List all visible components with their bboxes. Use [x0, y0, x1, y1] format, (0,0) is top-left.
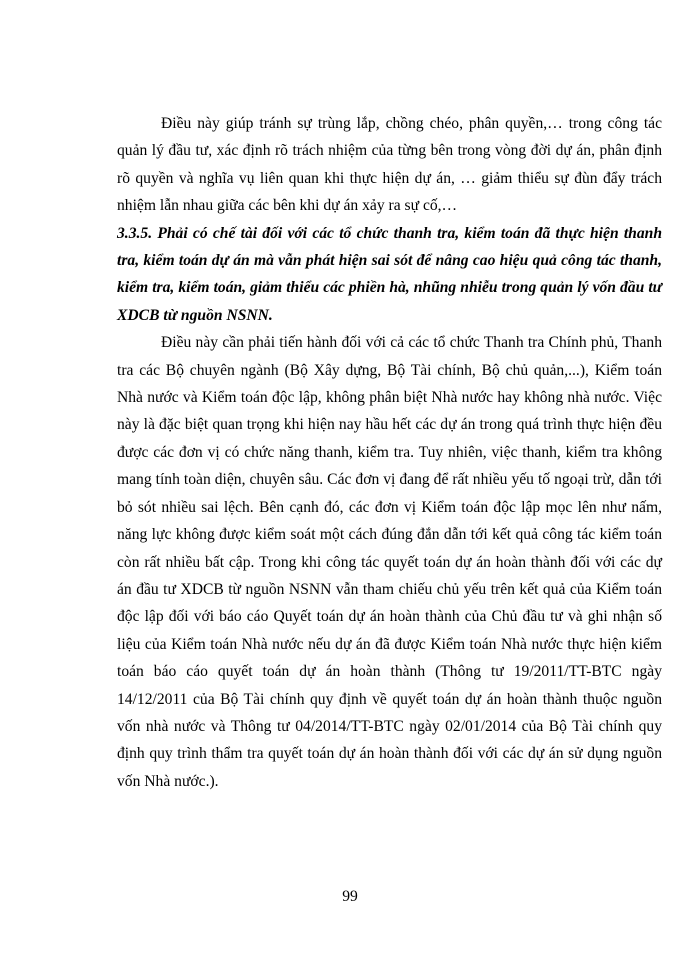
section-heading-3-3-5: 3.3.5. Phải có chế tài đối với các tổ chức thanh tra, kiểm toán đã thực hiện thanh tra, kiểm toán dự án mà vẫn phát hiện sai sót để nâng cao hiệu quả công tác thanh, kiểm tra, kiểm toán, giảm thiểu các phiền hà, nhũng nhiễu trong quản lý vốn đầu tư XDCB từ nguồn NSNN. — [117, 224, 662, 324]
paragraph-main: Điều này cần phải tiến hành đối với cả các tổ chức Thanh tra Chính phủ, Thanh tra các Bộ chuyên ngành (Bộ Xây dựng, Bộ Tài chính, Bộ chủ quản,...), Kiểm toán Nhà nước và Kiểm toán độc lập, không phân biệt Nhà nước hay không nhà nước. Việc này là đặc biệt quan trọng khi hiện nay hầu hết các dự án trong quá trình thực hiện đều được các đơn vị có chức năng thanh, kiểm tra. Tuy nhiên, việc thanh, kiểm tra không mang tính toàn diện, chuyên sâu. Các đơn vị đang để rất nhiều yếu tố ngoại trừ, dẫn tới bỏ sót nhiều sai lệch. Bên cạnh đó, các đơn vị Kiểm toán độc lập mọc lên như nấm, năng lực không được kiểm soát một cách đúng đắn dẫn tới kết quả công tác kiểm toán còn rất nhiều bất cập. Trong khi công tác quyết toán dự án hoàn thành đối với các dự án đầu tư XDCB từ nguồn NSNN vẫn tham chiếu chủ yếu trên kết quả của Kiểm toán độc lập đối với báo cáo Quyết toán dự án hoàn thành của Chủ đầu tư và ghi nhận số liệu của Kiểm toán Nhà nước nếu dự án đã được Kiểm toán Nhà nước thực hiện kiểm toán báo cáo quyết toán dự án hoàn thành (Thông tư 19/2011/TT-BTC ngày 14/12/2011 của Bộ Tài chính quy định về quyết toán dự án hoàn thành thuộc nguồn vốn nhà nước và Thông tư 04/2014/TT-BTC ngày 02/01/2014 của Bộ Tài chính quy định quy trình thẩm tra quyết toán dự án hoàn thành đối với các dự án sử dụng nguồn vốn Nhà nước.). — [117, 334, 662, 790]
page-number: 99 — [342, 888, 358, 905]
document-body — [117, 110, 662, 795]
paragraph-intro: Điều này giúp tránh sự trùng lắp, chồng chéo, phân quyền,… trong công tác quản lý đầu tư, xác định rõ trách nhiệm của từng bên trong vòng đời dự án, phân định rõ quyền và nghĩa vụ liên quan khi thực hiện dự án, … giảm thiểu sự đùn đẩy trách nhiệm lẫn nhau giữa các bên khi dự án xảy ra sự cố,… — [117, 115, 662, 215]
